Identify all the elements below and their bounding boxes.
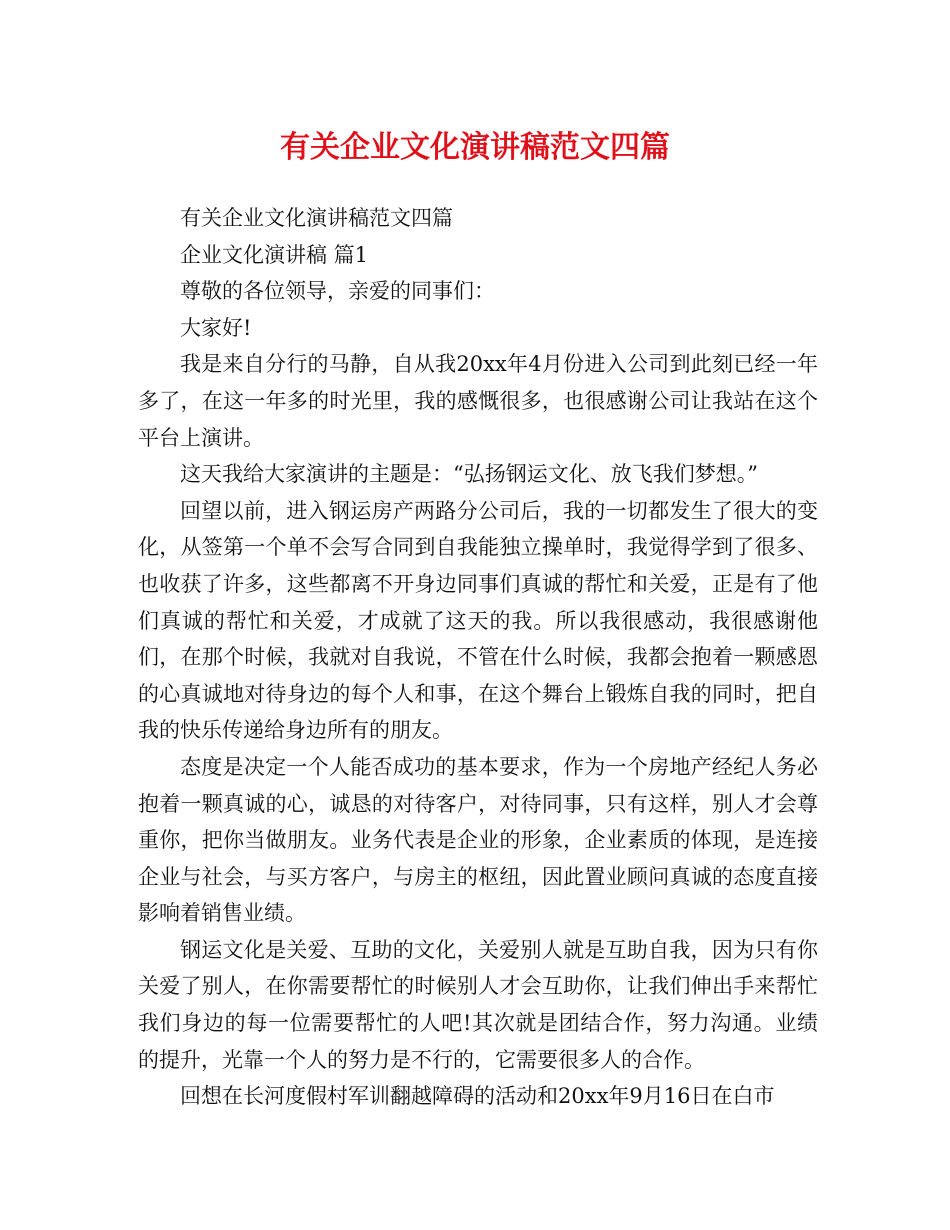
paragraph-subtitle: 有关企业文化演讲稿范文四篇 — [180, 206, 453, 230]
paragraph-attitude: 态度是决定一个人能否成功的基本要求，作为一个房地产经纪人务必抱着一颗真诚的心，诚恳的对待客户，对待同事，只有这样，别人才会尊重你，把你当做朋友。业务代表是企业的形象，企业素质的体现，是连接企业与社会，与买方客户，与房主的枢纽，因此置业顾问真诚的态度直接影响着销售业绩。 — [138, 754, 818, 926]
document-title: 有关企业文化演讲稿范文四篇 — [280, 130, 670, 165]
paragraph-introduction: 我是来自分行的马静，自从我20xx年4月份进入公司到此刻已经一年多了，在这一年多的时光里，我的感慨很多，也很感谢公司让我站在这个平台上演讲。 — [138, 352, 818, 450]
paragraph-greeting: 大家好! — [180, 315, 252, 340]
paragraph-theme: 这天我给大家演讲的主题是：“弘扬钢运文化、放飞我们梦想。” — [180, 462, 758, 487]
document-body — [138, 200, 818, 1115]
paragraph-recollection: 回想在长河度假村军训翻越障碍的活动和20xx年9月16日在白市 — [180, 1084, 775, 1109]
paragraph-salutation: 尊敬的各位领导，亲爱的同事们： — [180, 279, 495, 304]
paragraph-retrospect: 回望以前，进入钢运房产两路分公司后，我的一切都发生了很大的变化，从签第一个单不会写合同到自我能独立操单时，我觉得学到了很多、也收获了许多，这些都离不开身边同事们真诚的帮忙和关爱，正是有了他们真诚的帮忙和关爱，才成就了这天的我。所以我很感动，我很感谢他们，在那个时候，我就对自我说，不管在什么时候，我都会抱着一颗感恩的心真诚地对待身边的每个人和事，在这个舞台上锻炼自我的同时，把自我的快乐传递给身边所有的朋友。 — [138, 498, 818, 743]
paragraph-culture: 钢运文化是关爱、互助的文化，关爱别人就是互助自我，因为只有你关爱了别人，在你需要帮忙的时候别人才会互助你，让我们伸出手来帮忙我们身边的每一位需要帮忙的人吧!其次就是团结合作，努力沟通。业绩的提升，光靠一个人的努力是不行的，它需要很多人的合作。 — [138, 937, 818, 1072]
paragraph-section-heading: 企业文化演讲稿 篇1 — [180, 242, 369, 267]
